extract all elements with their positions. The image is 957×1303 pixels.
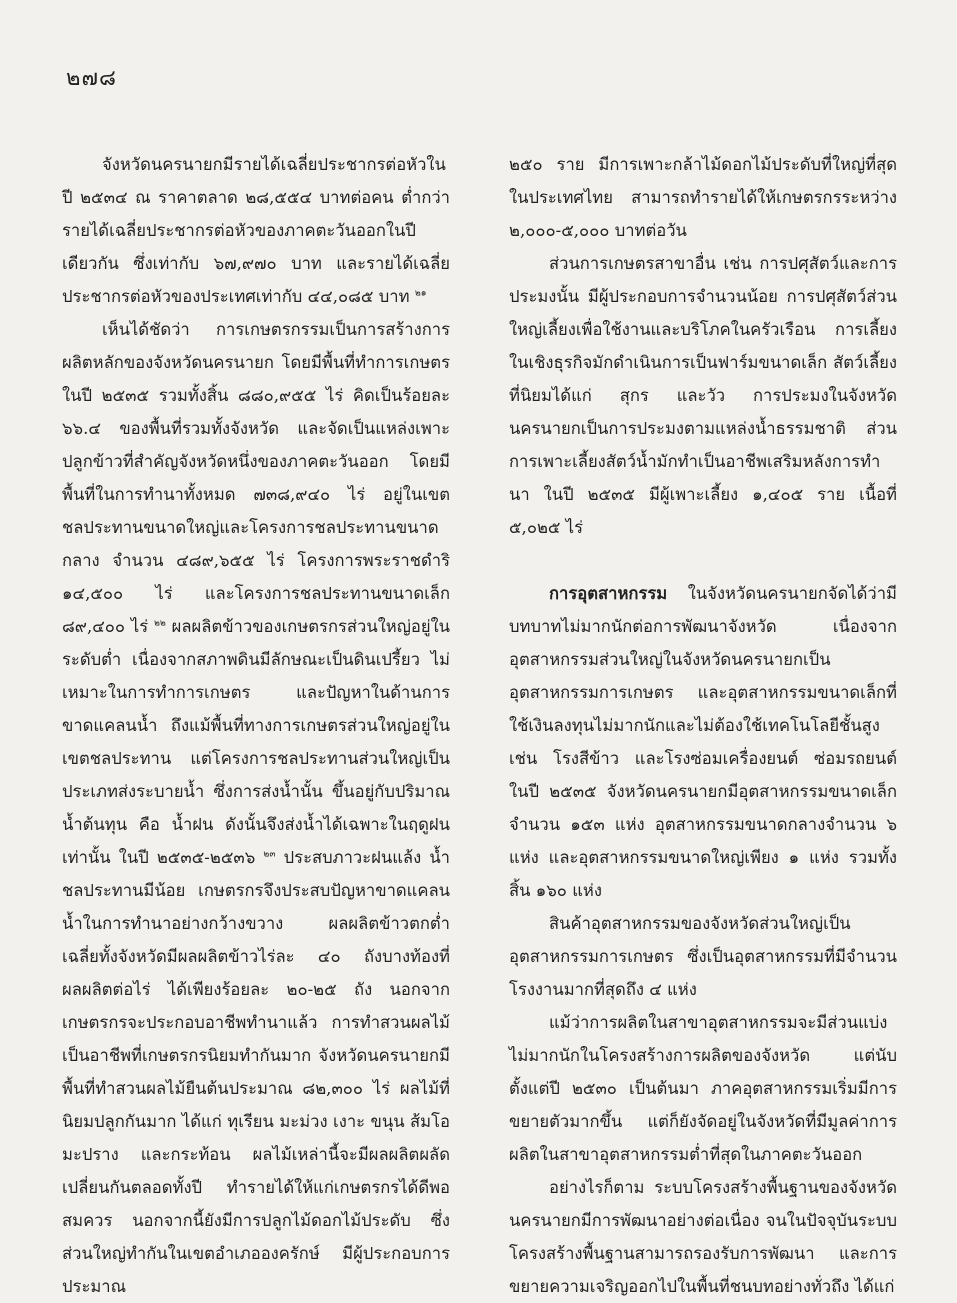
paragraph-text: ประสบภาวะฝนแล้ง น้ำชลประทานมีน้อย เกษตรกรจึงประสบปัญหาขาดแคลนน้ำในการทำนาอย่างกว้างขวาง ผลผลิตข้าวตกต่ำ เฉลี่ยทั้งจังหวัดมีผลผลิตข้าวไร่ละ ๔๐ ถังบางท้องที่ผลผลิตต่อไร่ ได้เพียงร้อยละ ๒๐-๒๕ ถัง นอกจากเกษตรกรจะประกอบอาชีพทำนาแล้ว การทำสวนผลไม้เป็นอาชีพที่เกษตรกรนิยมทำกันมาก จังหวัดนครนายกมีพื้นที่ทำสวนผลไม้ยืนต้นประมาณ ๘๒,๓๐๐ ไร่ ผลไม้ที่นิยมปลูกกันมาก ได้แก่ ทุเรียน มะม่วง เงาะ ขนุน ส้มโอ มะปราง และกระท้อน ผลไม้เหล่านี้จะมีผลผลิตผลัดเปลี่ยนกันตลอดทั้งปี ทำรายได้ให้แก่เกษตรกรได้ดีพอสมควร นอกจากนี้ยังมีการปลูกไม้ดอกไม้ประดับ ซึ่งส่วนใหญ่ทำกันในเขตอำเภอองครักษ์ มีผู้ประกอบการประมาณ [62,848,450,1296]
paragraph-industry [509,577,897,907]
paragraph-text: เห็นได้ชัดว่า การเกษตรกรรมเป็นการสร้างการผลิตหลักของจังหวัดนครนายก โดยมีพื้นที่ทำการเกษตรในปี ๒๕๓๕ รวมทั้งสิ้น ๘๘๐,๙๕๕ ไร่ คิดเป็นร้อยละ ๖๖.๔ ของพื้นที่รวมทั้งจังหวัด และจัดเป็นแหล่งเพาะปลูกข้าวที่สำคัญจังหวัดหนึ่งของภาคตะวันออก โดยมีพื้นที่ในการทำนาทั้งหมด ๗๓๘,๙๔๐ ไร่ อยู่ในเขตชลประทานขนาดใหญ่และโครงการชลประทานขนาดกลาง จำนวน ๔๘๙,๖๕๕ ไร่ โครงการพระราชดำริ ๑๔,๕๐๐ ไร่ และโครงการชลประทานขนาดเล็ก ๘๙,๔๐๐ ไร่ [62,320,450,636]
footnote-ref: ๒๑ [414,288,427,299]
paragraph-industry-growth: แม้ว่าการผลิตในสาขาอุตสาหกรรมจะมีส่วนแบ่งไม่มากนักในโครงสร้างการผลิตของจังหวัด แต่นับตั้งแต่ปี ๒๕๓๐ เป็นต้นมา ภาคอุตสาหกรรมเริ่มมีการขยายตัวมากขึ้น แต่ก็ยังจัดอยู่ในจังหวัดที่มีมูลค่าการผลิตในสาขาอุตสาหกรรมต่ำที่สุดในภาคตะวันออก [509,1013,897,1164]
paragraph-livestock: ส่วนการเกษตรสาขาอื่น เช่น การปศุสัตว์และการประมงนั้น มีผู้ประกอบการจำนวนน้อย การปศุสัตว์ส่วนใหญ่เลี้ยงเพื่อใช้งานและบริโภคในครัวเรือน การเลี้ยงในเชิงธุรกิจมักดำเนินการเป็นฟาร์มขนาดเล็ก สัตว์เลี้ยงที่นิยมได้แก่ สุกร และวัว การประมงในจังหวัดนครนายกเป็นการประมงตามแหล่งน้ำธรรมชาติ ส่วนการเพาะเลี้ยงสัตว์น้ำมักทำเป็นอาชีพเสริมหลังการทำนา ในปี ๒๕๓๕ มีผู้เพาะเลี้ยง ๑,๔๐๕ ราย เนื้อที่ ๕,๐๒๕ ไร่ [509,254,897,537]
paragraph-income [62,148,450,313]
paragraph-industry-products: สินค้าอุตสาหกรรมของจังหวัดส่วนใหญ่เป็นอุตสาหกรรมการเกษตร ซึ่งเป็นอุตสาหกรรมที่มีจำนวนโรงงานมากที่สุดถึง ๔ แห่ง [509,914,897,999]
paragraph-agriculture [62,313,450,1303]
section-heading: การอุตสาหกรรม [549,583,668,603]
paragraph-text: ในจังหวัดนครนายกจัดได้ว่ามีบทบาทไม่มากนักต่อการพัฒนาจังหวัด เนื่องจากอุตสาหกรรมส่วนใหญ่ในจังหวัดนครนายกเป็นอุตสาหกรรมการเกษตร และอุตสาหกรรมขนาดเล็กที่ใช้เงินลงทุนไม่มากนักและไม่ต้องใช้เทคโนโลยีชั้นสูง เช่น โรงสีข้าว และโรงซ่อมเครื่องยนต์ ซ่อมรถยนต์ ในปี ๒๕๓๕ จังหวัดนครนายกมีอุตสาหกรรมขนาดเล็กจำนวน ๑๕๓ แห่ง อุตสาหกรรมขนาดกลางจำนวน ๖ แห่ง และอุตสาหกรรมขนาดใหญ่เพียง ๑ แห่ง รวมทั้งสิ้น ๑๖๐ แห่ง [509,584,897,900]
paragraph-text: ผลผลิตข้าวของเกษตรกรส่วนใหญ่อยู่ในระดับต่ำ เนื่องจากสภาพดินมีลักษณะเป็นดินเปรี้ยว ไม่เหมาะในการทำการเกษตร และปัญหาในด้านการขาดแคลนน้ำ ถึงแม้พื้นที่ทางการเกษตรส่วนใหญ่อยู่ในเขตชลประทาน แต่โครงการชลประทานส่วนใหญ่เป็นประเภทส่งระบายน้ำ ซึ่งการส่งน้ำนั้น ขึ้นอยู่กับปริมาณน้ำต้นทุน คือ น้ำฝน ดังนั้นจึงส่งน้ำได้เฉพาะในฤดูฝนเท่านั้น ในปี ๒๕๓๕-๒๕๓๖ [62,617,451,867]
paragraph-text: จังหวัดนครนายกมีรายได้เฉลี่ยประชากรต่อหัวในปี ๒๕๓๔ ณ ราคาตลาด ๒๘,๕๕๔ บาทต่อคน ต่ำกว่ารายได้เฉลี่ยประชากรต่อหัวของภาคตะวันออกในปีเดียวกัน ซึ่งเท่ากับ ๖๗,๙๗๐ บาท และรายได้เฉลี่ยประชากรต่อหัวของประเทศเท่ากับ ๔๔,๐๘๕ บาท [62,155,450,306]
footnote-ref: ๒๓ [263,849,276,860]
page-number: ๒๗๘ [66,66,118,91]
right-column [509,148,897,1303]
left-column [62,148,450,1303]
paragraph-infrastructure: อย่างไรก็ตาม ระบบโครงสร้างพื้นฐานของจังหวัดนครนายกมีการพัฒนาอย่างต่อเนื่อง จนในปัจจุบันระบบโครงสร้างพื้นฐานสามารถรองรับการพัฒนา และการขยายความเจริญออกไปในพื้นที่ชนบทอย่างทั่วถึง ได้แก่ [509,1178,897,1296]
paragraph-flowers: ๒๕๐ ราย มีการเพาะกล้าไม้ดอกไม้ประดับที่ใหญ่ที่สุดในประเทศไทย สามารถทำรายได้ให้เกษตรกรระหว่าง ๒,๐๐๐-๕,๐๐๐ บาทต่อวัน [509,155,897,240]
footnote-ref: ๒๒ [153,618,166,629]
